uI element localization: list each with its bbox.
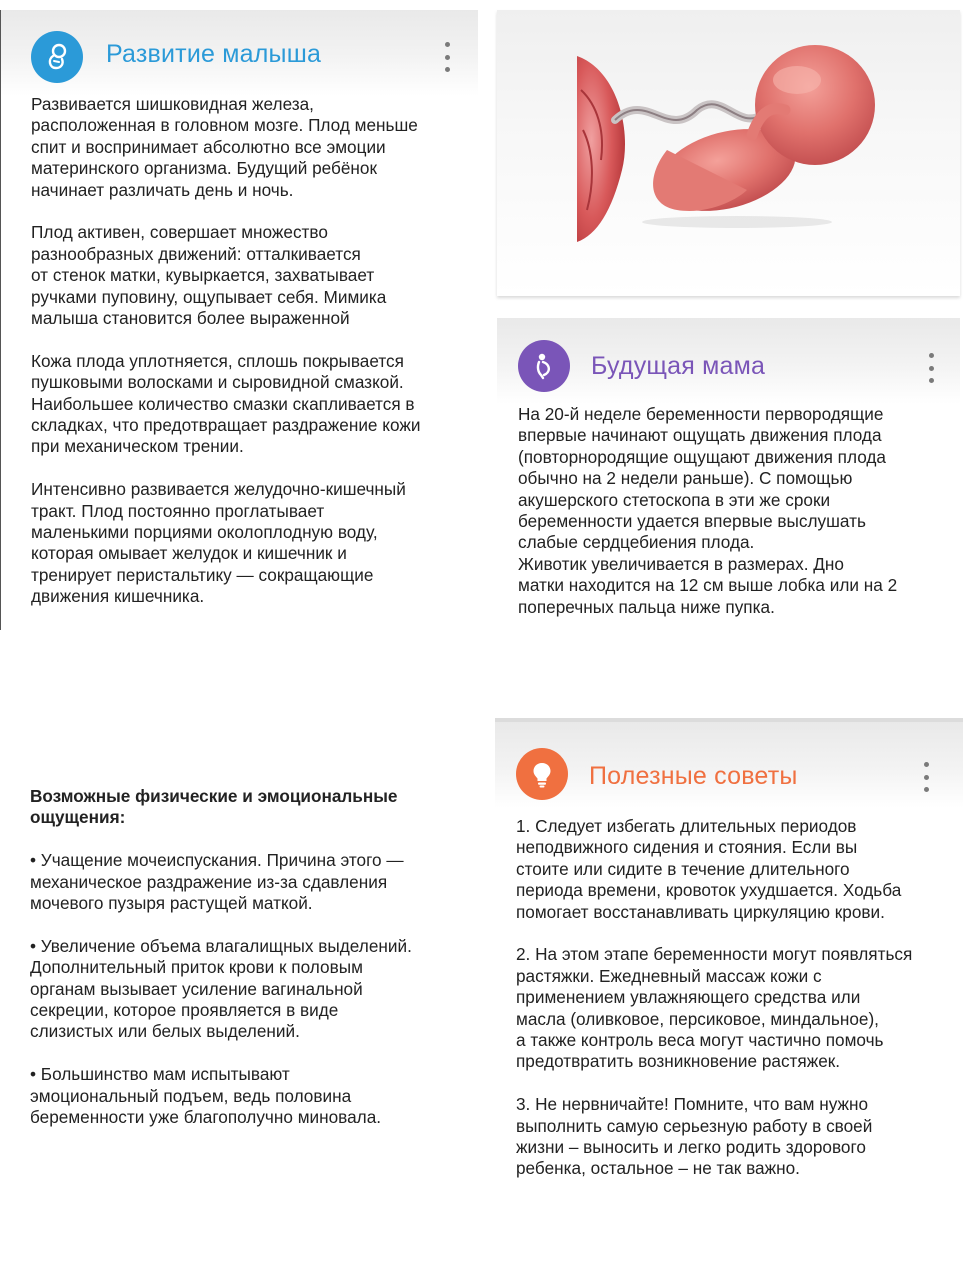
mom-card-menu-icon[interactable] xyxy=(923,353,939,383)
mom-card-body xyxy=(518,404,956,618)
baby-card-title: Развитие малыша xyxy=(106,40,322,68)
lightbulb-icon xyxy=(516,748,568,800)
baby-card-header xyxy=(1,10,478,96)
tips-card-body xyxy=(516,816,956,1180)
sensations-panel xyxy=(0,770,478,1145)
tips-card-header xyxy=(495,722,963,808)
future-mom-card xyxy=(497,318,960,630)
sensations-heading: Возможные физические и эмоциональные ощущения: xyxy=(30,786,398,828)
baby-development-card xyxy=(0,10,478,630)
fetus-icon xyxy=(31,31,83,83)
baby-paragraph: Плод активен, совершает множество разнообразных движений: отталкивается от стенок матки, кувыркается, захватывает ручками пуповину, ощупывает себя. Мимика малыша становится более выраженной xyxy=(31,222,387,329)
sensations-body xyxy=(30,786,470,1128)
baby-paragraph: Интенсивно развивается желудочно-кишечный тракт. Плод постоянно проглатывает маленькими порциями околоплодную воду, которая омывает желудок и кишечник и тренирует перистальтику — сокращающие движения кишечника. xyxy=(31,479,406,607)
tip-item: 2. На этом этапе беременности могут появляться растяжки. Ежедневный массаж кожи с применением увлажняющего средства или масла (оливковое, персиковое, миндальное), а также контроль веса могут частично помочь предотвратить возникновение растяжек. xyxy=(516,944,913,1072)
fetus-illustration xyxy=(497,10,960,296)
baby-card-menu-icon[interactable] xyxy=(439,42,455,72)
tip-item: 3. Не нервничайте! Помните, что вам нужно выполнить самую серьезную работу в своей жизни – выносить и легко родить здорового ребенка, остальное – не так важно. xyxy=(516,1094,873,1179)
tips-card-title: Полезные советы xyxy=(589,762,798,790)
baby-paragraph: Кожа плода уплотняется, сплошь покрывается пушковыми волосками и сыровидной смазкой. Наибольшее количество смазки скапливается в складках, что предотвращает раздражение кожи при механическом трении. xyxy=(31,350,421,457)
sensation-item: • Увеличение объема влагалищных выделений. Дополнительный приток крови к половым органам вызывает усиление вагинальной секреции, которое проявляется в виде слизистых или белых выделений. xyxy=(30,935,412,1042)
mom-card-header xyxy=(497,318,960,404)
baby-paragraph: Развивается шишковидная железа, расположенная в головном мозге. Плод меньше спит и воспринимает абсолютно все эмоции материнского организма. Будущий ребёнок начинает различать день и ночь. xyxy=(31,94,418,200)
mom-paragraph: На 20-й неделе беременности первородящие впервые начинают ощущать движения плода (повторнородящие ощущают движения плода обычно на 2 недели раньше). С помощью акушерского стетоскопа в эти же сроки беременности удается впервые выслушать слабые сердцебиения плода. Животик увеличивается в размерах. Дно матки находится на 12 см выше лобка или на 2 поперечных пальца ниже пупка. xyxy=(518,404,898,617)
tip-item: 1. Следует избегать длительных периодов неподвижного сидения и стояния. Если вы стоите или сидите в течение длительного периода времени, кровоток ухудшается. Ходьба помогает восстанавливать циркуляцию крови. xyxy=(516,816,902,922)
useful-tips-card xyxy=(495,718,963,1190)
pregnant-woman-icon xyxy=(518,340,570,392)
tips-card-menu-icon[interactable] xyxy=(918,762,934,792)
baby-card-body xyxy=(31,94,471,608)
sensation-item: • Учащение мочеиспускания. Причина этого — механическое раздражение из-за сдавления мочевого пузыря растущей маткой. xyxy=(30,850,404,914)
mom-card-title: Будущая мама xyxy=(591,352,766,380)
sensation-item: • Большинство мам испытывают эмоциональный подъем, ведь половина беременности уже благополучно миновала. xyxy=(30,1064,382,1128)
fetus-illustration-panel xyxy=(497,10,960,296)
